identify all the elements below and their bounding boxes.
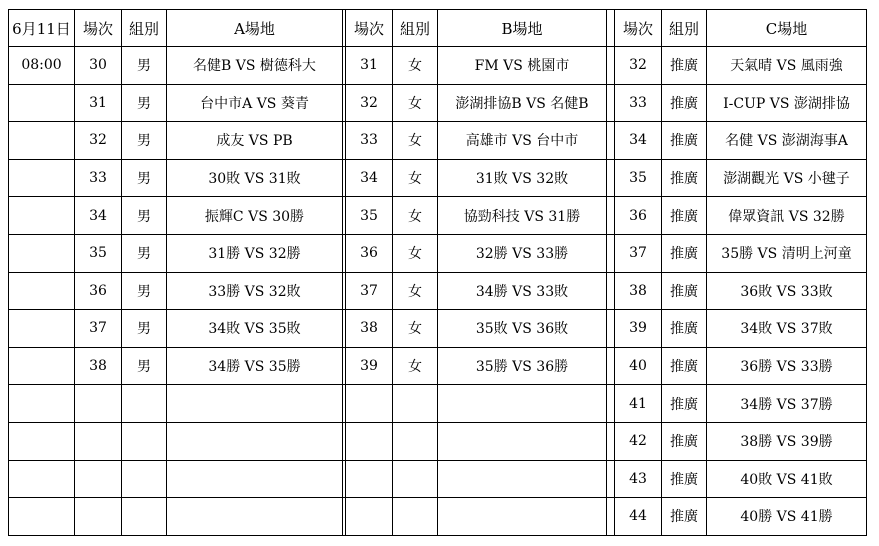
b-match-cell: 35勝 VS 36勝 xyxy=(438,347,607,385)
column-separator xyxy=(607,234,615,272)
c-match-cell: 38勝 VS 39勝 xyxy=(707,422,867,460)
a-group-cell xyxy=(122,460,167,498)
column-separator xyxy=(607,310,615,348)
b-match-cell: FM VS 桃園市 xyxy=(438,47,607,85)
c-match-no-cell: 39 xyxy=(615,310,662,348)
b-group-cell: 女 xyxy=(393,84,438,122)
a-group-cell: 男 xyxy=(122,272,167,310)
column-separator xyxy=(607,460,615,498)
a-match-cell: 33勝 VS 32敗 xyxy=(167,272,343,310)
time-cell xyxy=(9,498,75,536)
a-match-no-cell: 33 xyxy=(75,159,122,197)
b-match-cell xyxy=(438,460,607,498)
a-match-cell xyxy=(167,498,343,536)
b-group-cell: 女 xyxy=(393,272,438,310)
c-group-cell: 推廣 xyxy=(662,422,707,460)
time-cell xyxy=(9,122,75,160)
b-match-cell: 澎湖排協B VS 名健B xyxy=(438,84,607,122)
c-match-cell: 34勝 VS 37勝 xyxy=(707,385,867,423)
header-date: 6月11日 xyxy=(9,10,75,47)
a-match-no-cell: 38 xyxy=(75,347,122,385)
b-group-cell: 女 xyxy=(393,159,438,197)
table-row xyxy=(9,84,867,122)
a-match-no-cell: 32 xyxy=(75,122,122,160)
c-group-cell: 推廣 xyxy=(662,460,707,498)
column-separator xyxy=(607,272,615,310)
c-match-cell: 40敗 VS 41敗 xyxy=(707,460,867,498)
b-group-cell xyxy=(393,385,438,423)
table-row xyxy=(9,47,867,85)
b-match-cell xyxy=(438,498,607,536)
c-match-no-cell: 43 xyxy=(615,460,662,498)
a-match-cell: 34敗 VS 35敗 xyxy=(167,310,343,348)
b-match-no-cell: 36 xyxy=(346,234,393,272)
a-match-no-cell xyxy=(75,460,122,498)
table-row xyxy=(9,498,867,536)
schedule-body xyxy=(9,47,867,536)
time-cell xyxy=(9,460,75,498)
column-separator xyxy=(607,498,615,536)
c-group-cell: 推廣 xyxy=(662,84,707,122)
header-a-group: 組別 xyxy=(122,10,167,47)
table-row xyxy=(9,122,867,160)
table-row xyxy=(9,234,867,272)
b-group-cell: 女 xyxy=(393,197,438,235)
c-group-cell: 推廣 xyxy=(662,234,707,272)
a-match-no-cell: 31 xyxy=(75,84,122,122)
b-match-cell xyxy=(438,385,607,423)
header-b-group: 組別 xyxy=(393,10,438,47)
header-venue-b: B場地 xyxy=(438,10,607,47)
table-row xyxy=(9,159,867,197)
time-cell xyxy=(9,385,75,423)
c-match-cell: 偉眾資訊 VS 32勝 xyxy=(707,197,867,235)
time-cell xyxy=(9,234,75,272)
b-match-no-cell: 38 xyxy=(346,310,393,348)
b-match-no-cell: 31 xyxy=(346,47,393,85)
a-match-no-cell xyxy=(75,385,122,423)
b-match-no-cell: 35 xyxy=(346,197,393,235)
a-group-cell: 男 xyxy=(122,84,167,122)
header-c-group: 組別 xyxy=(662,10,707,47)
header-b-match-no: 場次 xyxy=(346,10,393,47)
b-match-no-cell: 33 xyxy=(346,122,393,160)
table-row xyxy=(9,310,867,348)
c-match-no-cell: 40 xyxy=(615,347,662,385)
b-group-cell: 女 xyxy=(393,234,438,272)
b-group-cell: 女 xyxy=(393,347,438,385)
header-a-match-no: 場次 xyxy=(75,10,122,47)
c-match-no-cell: 38 xyxy=(615,272,662,310)
a-group-cell: 男 xyxy=(122,122,167,160)
a-group-cell xyxy=(122,498,167,536)
b-match-cell: 協勁科技 VS 31勝 xyxy=(438,197,607,235)
column-separator xyxy=(607,422,615,460)
c-match-no-cell: 44 xyxy=(615,498,662,536)
b-match-no-cell: 39 xyxy=(346,347,393,385)
b-match-no-cell xyxy=(346,460,393,498)
a-match-no-cell: 30 xyxy=(75,47,122,85)
a-match-cell: 台中市A VS 葵青 xyxy=(167,84,343,122)
a-match-no-cell: 36 xyxy=(75,272,122,310)
a-match-no-cell xyxy=(75,422,122,460)
c-group-cell: 推廣 xyxy=(662,122,707,160)
column-separator xyxy=(607,347,615,385)
header-row xyxy=(9,10,867,47)
c-match-cell: 34敗 VS 37敗 xyxy=(707,310,867,348)
column-separator xyxy=(607,159,615,197)
a-match-no-cell: 35 xyxy=(75,234,122,272)
b-group-cell: 女 xyxy=(393,122,438,160)
b-group-cell: 女 xyxy=(393,47,438,85)
b-match-cell xyxy=(438,422,607,460)
table-row xyxy=(9,385,867,423)
c-group-cell: 推廣 xyxy=(662,310,707,348)
c-group-cell: 推廣 xyxy=(662,498,707,536)
time-cell xyxy=(9,197,75,235)
time-cell xyxy=(9,272,75,310)
b-match-cell: 34勝 VS 33敗 xyxy=(438,272,607,310)
a-match-cell: 30敗 VS 31敗 xyxy=(167,159,343,197)
a-match-cell xyxy=(167,460,343,498)
a-match-no-cell: 34 xyxy=(75,197,122,235)
header-venue-a: A場地 xyxy=(167,10,343,47)
c-match-no-cell: 35 xyxy=(615,159,662,197)
header-c-match-no: 場次 xyxy=(615,10,662,47)
c-match-cell: I-CUP VS 澎湖排協 xyxy=(707,84,867,122)
c-match-cell: 36敗 VS 33敗 xyxy=(707,272,867,310)
time-cell xyxy=(9,159,75,197)
table-row xyxy=(9,460,867,498)
c-group-cell: 推廣 xyxy=(662,159,707,197)
a-group-cell: 男 xyxy=(122,234,167,272)
b-group-cell: 女 xyxy=(393,310,438,348)
a-match-cell: 34勝 VS 35勝 xyxy=(167,347,343,385)
c-group-cell: 推廣 xyxy=(662,385,707,423)
b-match-cell: 32勝 VS 33勝 xyxy=(438,234,607,272)
column-separator xyxy=(607,10,615,47)
time-cell: 08:00 xyxy=(9,47,75,85)
c-match-cell: 澎湖觀光 VS 小毽子 xyxy=(707,159,867,197)
a-match-cell: 31勝 VS 32勝 xyxy=(167,234,343,272)
c-match-no-cell: 32 xyxy=(615,47,662,85)
c-match-cell: 名健 VS 澎湖海事A xyxy=(707,122,867,160)
table-row xyxy=(9,272,867,310)
a-match-cell: 成友 VS PB xyxy=(167,122,343,160)
a-group-cell: 男 xyxy=(122,310,167,348)
column-separator xyxy=(607,197,615,235)
table-row xyxy=(9,422,867,460)
column-separator xyxy=(607,122,615,160)
time-cell xyxy=(9,347,75,385)
a-match-no-cell: 37 xyxy=(75,310,122,348)
b-match-cell: 31敗 VS 32敗 xyxy=(438,159,607,197)
b-match-no-cell: 34 xyxy=(346,159,393,197)
c-match-no-cell: 34 xyxy=(615,122,662,160)
c-match-no-cell: 41 xyxy=(615,385,662,423)
time-cell xyxy=(9,310,75,348)
b-match-no-cell: 37 xyxy=(346,272,393,310)
c-group-cell: 推廣 xyxy=(662,272,707,310)
a-group-cell xyxy=(122,385,167,423)
c-match-cell: 40勝 VS 41勝 xyxy=(707,498,867,536)
c-match-no-cell: 33 xyxy=(615,84,662,122)
header-venue-c: C場地 xyxy=(707,10,867,47)
a-group-cell xyxy=(122,422,167,460)
b-match-no-cell xyxy=(346,498,393,536)
c-match-no-cell: 36 xyxy=(615,197,662,235)
c-group-cell: 推廣 xyxy=(662,347,707,385)
c-group-cell: 推廣 xyxy=(662,197,707,235)
b-group-cell xyxy=(393,422,438,460)
b-group-cell xyxy=(393,460,438,498)
time-cell xyxy=(9,84,75,122)
c-match-cell: 35勝 VS 清明上河童 xyxy=(707,234,867,272)
a-match-cell xyxy=(167,385,343,423)
b-group-cell xyxy=(393,498,438,536)
a-match-cell: 振輝C VS 30勝 xyxy=(167,197,343,235)
a-match-cell xyxy=(167,422,343,460)
a-group-cell: 男 xyxy=(122,47,167,85)
a-group-cell: 男 xyxy=(122,159,167,197)
column-separator xyxy=(607,84,615,122)
a-match-cell: 名健B VS 樹德科大 xyxy=(167,47,343,85)
c-match-no-cell: 37 xyxy=(615,234,662,272)
schedule-table xyxy=(8,9,867,536)
column-separator xyxy=(607,385,615,423)
b-match-cell: 35敗 VS 36敗 xyxy=(438,310,607,348)
a-group-cell: 男 xyxy=(122,347,167,385)
c-group-cell: 推廣 xyxy=(662,47,707,85)
c-match-no-cell: 42 xyxy=(615,422,662,460)
time-cell xyxy=(9,422,75,460)
b-match-cell: 高雄市 VS 台中市 xyxy=(438,122,607,160)
b-match-no-cell: 32 xyxy=(346,84,393,122)
c-match-cell: 36勝 VS 33勝 xyxy=(707,347,867,385)
c-match-cell: 天氣晴 VS 風雨強 xyxy=(707,47,867,85)
a-match-no-cell xyxy=(75,498,122,536)
table-row xyxy=(9,197,867,235)
column-separator xyxy=(607,47,615,85)
b-match-no-cell xyxy=(346,385,393,423)
b-match-no-cell xyxy=(346,422,393,460)
table-row xyxy=(9,347,867,385)
a-group-cell: 男 xyxy=(122,197,167,235)
